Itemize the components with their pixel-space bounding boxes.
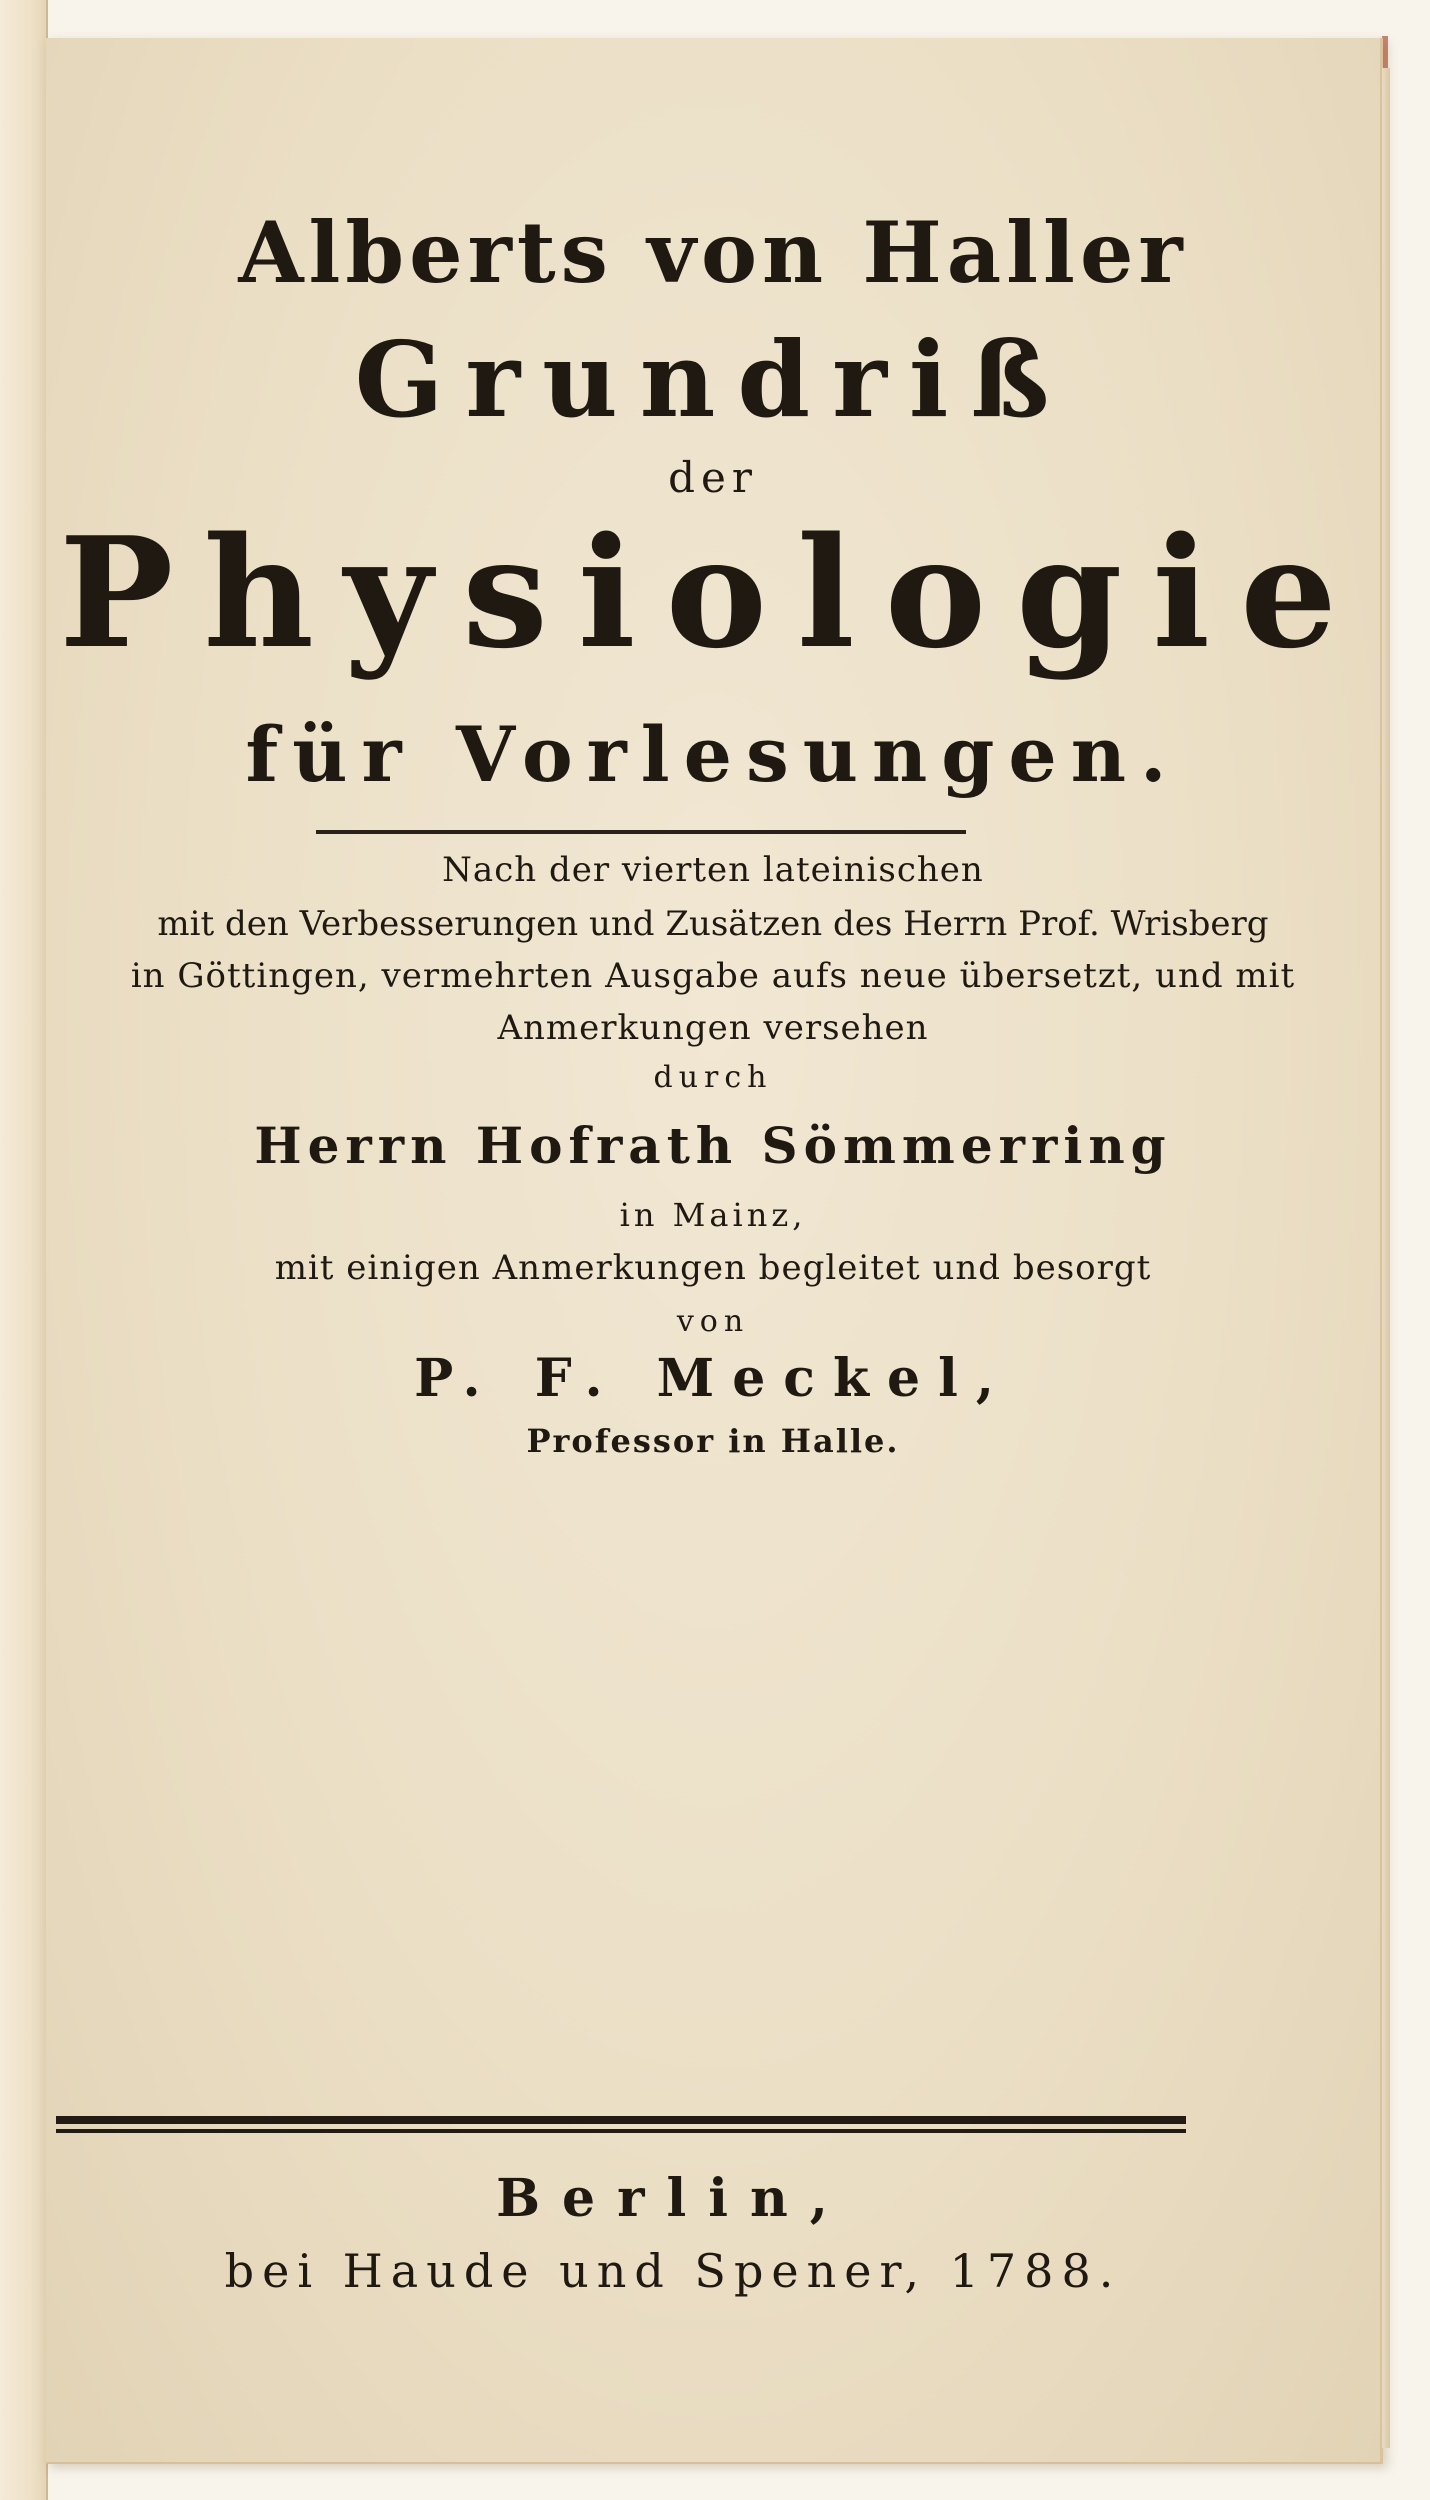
imprint-rule-thin: [56, 2129, 1186, 2133]
imprint-rule-thick: [56, 2116, 1186, 2124]
translator-name: Herrn Hofrath Sömmerring: [254, 1116, 1172, 1175]
edition-line-4: Anmerkungen versehen: [497, 1008, 929, 1048]
editor-affiliation: Professor in Halle.: [526, 1422, 900, 1460]
author-title-line: Alberts von Haller: [238, 203, 1188, 302]
imprint-city: Berlin,: [496, 2168, 850, 2229]
left-page-edge: [0, 0, 48, 2500]
editor-name: P. F. Meckel,: [414, 1348, 1012, 1409]
title-subtitle: für Vorlesungen.: [245, 710, 1181, 799]
edition-line-2: mit den Verbesserungen und Zusätzen des Herrn Prof. Wrisberg: [157, 904, 1269, 944]
title-article: der: [668, 453, 758, 502]
edition-line-1: Nach der vierten lateinischen: [442, 850, 984, 890]
edition-line-3: in Göttingen, vermehrten Ausgabe aufs neue übersetzt, und mit: [130, 956, 1296, 996]
imprint-divider-rule: [56, 2116, 1186, 2138]
title-page: [46, 38, 1383, 2464]
edition-line-durch: durch: [653, 1060, 773, 1095]
editor-von: von: [676, 1304, 750, 1339]
title-word-physiologie: Physiologie: [59, 503, 1367, 682]
title-word-grundriss: Grundriß: [354, 318, 1072, 441]
translator-place: in Mainz,: [619, 1196, 807, 1234]
imprint-publisher-year: bei Haude und Spener, 1788.: [224, 2244, 1122, 2298]
editor-note: mit einigen Anmerkungen begleitet und besorgt: [274, 1248, 1152, 1288]
title-divider-rule: [316, 830, 966, 834]
